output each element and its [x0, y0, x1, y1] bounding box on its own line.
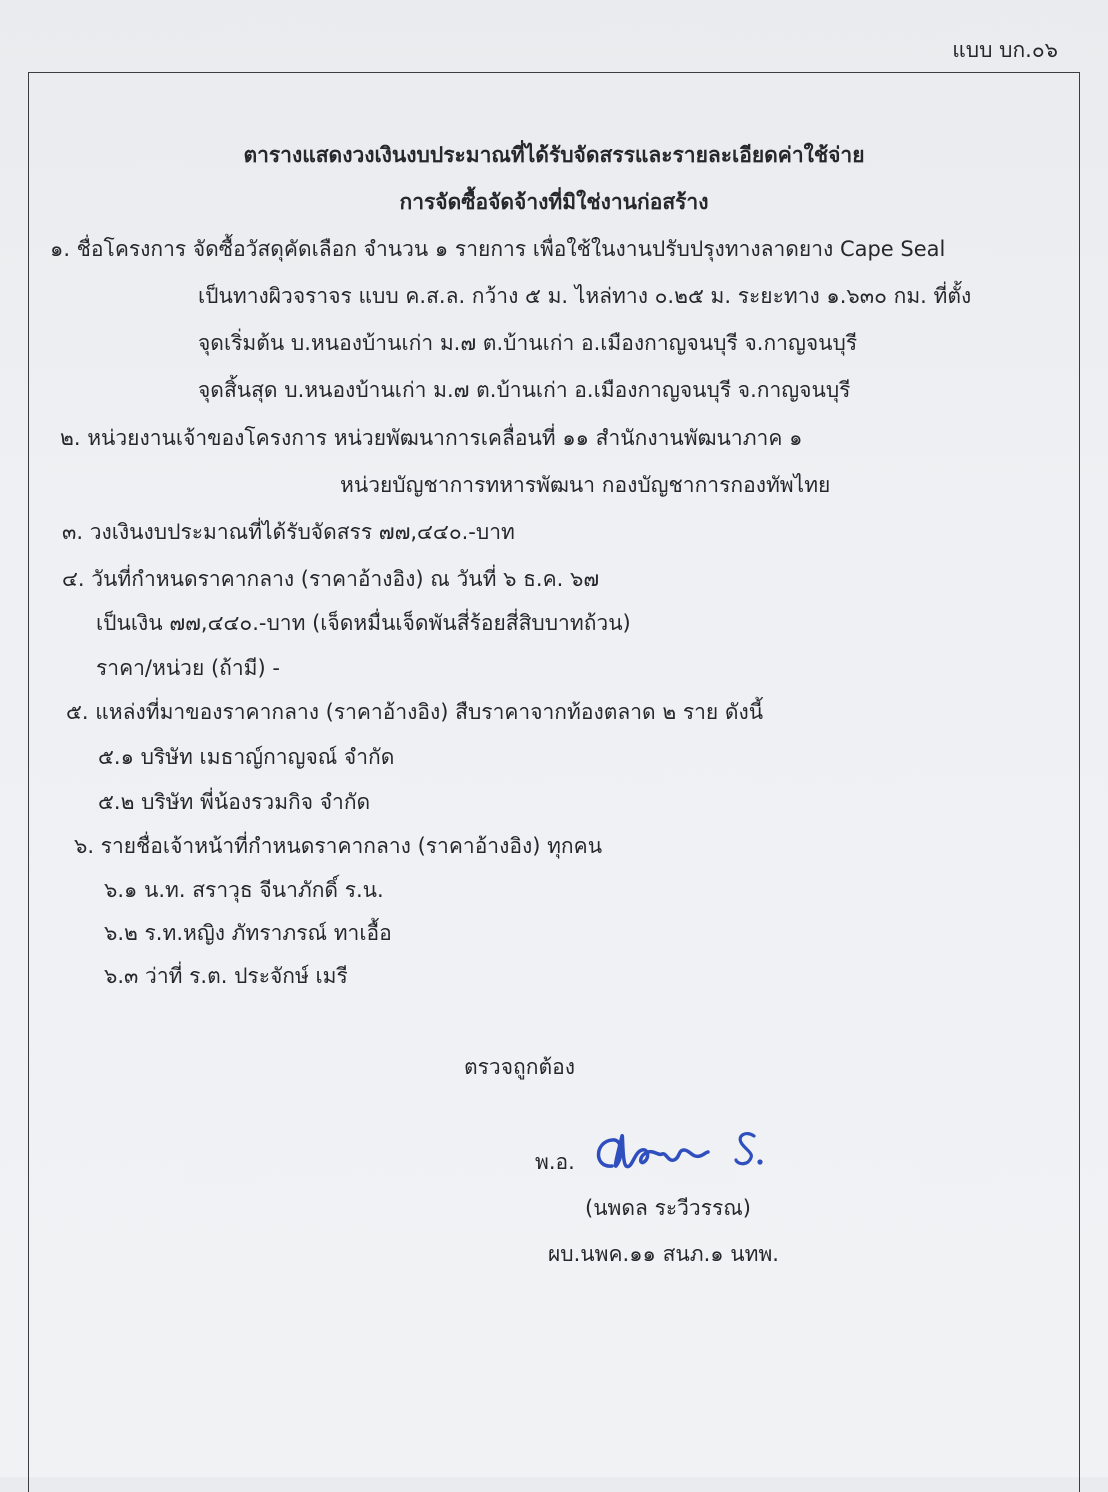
item6-member-1: ๖.๑ น.ท. สราวุธ จีนาภักดิ์ ร.น. [104, 878, 384, 902]
signer-name: (นพดล ระวีวรรณ) [585, 1196, 751, 1220]
certification-verified: ตรวจถูกต้อง [464, 1055, 575, 1079]
item1-end-point: จุดสิ้นสุด บ.หนองบ้านเก่า ม.๗ ต.บ้านเก่า อ.เมืองกาญจนบุรี จ.กาญจนบุรี [198, 378, 851, 402]
item2-owner-unit: ๒. หน่วยงานเจ้าของโครงการ หน่วยพัฒนาการเคลื่อนที่ ๑๑ สำนักงานพัฒนาภาค ๑ [60, 426, 803, 450]
item5-price-sources: ๕. แหล่งที่มาของราคากลาง (ราคาอ้างอิง) สืบราคาจากท้องตลาด ๒ ราย ดังนี้ [66, 700, 764, 724]
handwritten-signature [592, 1122, 772, 1186]
item6-committee: ๖. รายชื่อเจ้าหน้าที่กำหนดราคากลาง (ราคาอ้างอิง) ทุกคน [74, 834, 603, 858]
signer-rank: พ.อ. [535, 1150, 575, 1174]
item2-owner-command: หน่วยบัญชาการทหารพัฒนา กองบัญชาการกองทัพไทย [340, 473, 831, 497]
signer-position: ผบ.นพค.๑๑ สนภ.๑ นทพ. [548, 1242, 779, 1266]
item1-project-name: ๑. ชื่อโครงการ จัดซื้อวัสดุคัดเลือก จำนวน ๑ รายการ เพื่อใช้ในงานปรับปรุงทางลาดยาง Cape Seal [50, 237, 946, 261]
item5-source-1: ๕.๑ บริษัท เมธาญ์กาญจณ์ จำกัด [98, 745, 395, 769]
form-code: แบบ บก.๐๖ [952, 38, 1058, 62]
document-title-line2: การจัดซื้อจัดจ้างที่มิใช่งานก่อสร้าง [399, 190, 709, 214]
item5-source-2: ๕.๒ บริษัท พี่น้องรวมกิจ จำกัด [98, 790, 371, 814]
item3-budget: ๓. วงเงินงบประมาณที่ได้รับจัดสรร ๗๗,๔๔๐.-บาท [62, 520, 515, 544]
item4-amount: เป็นเงิน ๗๗,๔๔๐.-บาท (เจ็ดหมื่นเจ็ดพันสี่ร้อยสี่สิบบาทถ้วน) [96, 611, 631, 635]
item1-start-point: จุดเริ่มต้น บ.หนองบ้านเก่า ม.๗ ต.บ้านเก่า อ.เมืองกาญจนบุรี จ.กาญจนบุรี [198, 331, 858, 355]
item4-unit-price: ราคา/หน่วย (ถ้ามี) - [96, 656, 280, 680]
item6-member-3: ๖.๓ ว่าที่ ร.ต. ประจักษ์ เมรี [104, 964, 348, 988]
item6-member-2: ๖.๒ ร.ท.หญิง ภัทราภรณ์ ทาเอื้อ [104, 921, 392, 945]
item1-road-spec: เป็นทางผิวจราจร แบบ ค.ส.ล. กว้าง ๕ ม. ไหล่ทาง ๐.๒๕ ม. ระยะทาง ๑.๖๓๐ กม. ที่ตั้ง [198, 284, 972, 308]
document-title-line1: ตารางแสดงวงเงินงบประมาณที่ได้รับจัดสรรและรายละเอียดค่าใช้จ่าย [243, 143, 865, 167]
item4-reference-date: ๔. วันที่กำหนดราคากลาง (ราคาอ้างอิง) ณ วันที่ ๖ ธ.ค. ๖๗ [62, 567, 600, 591]
